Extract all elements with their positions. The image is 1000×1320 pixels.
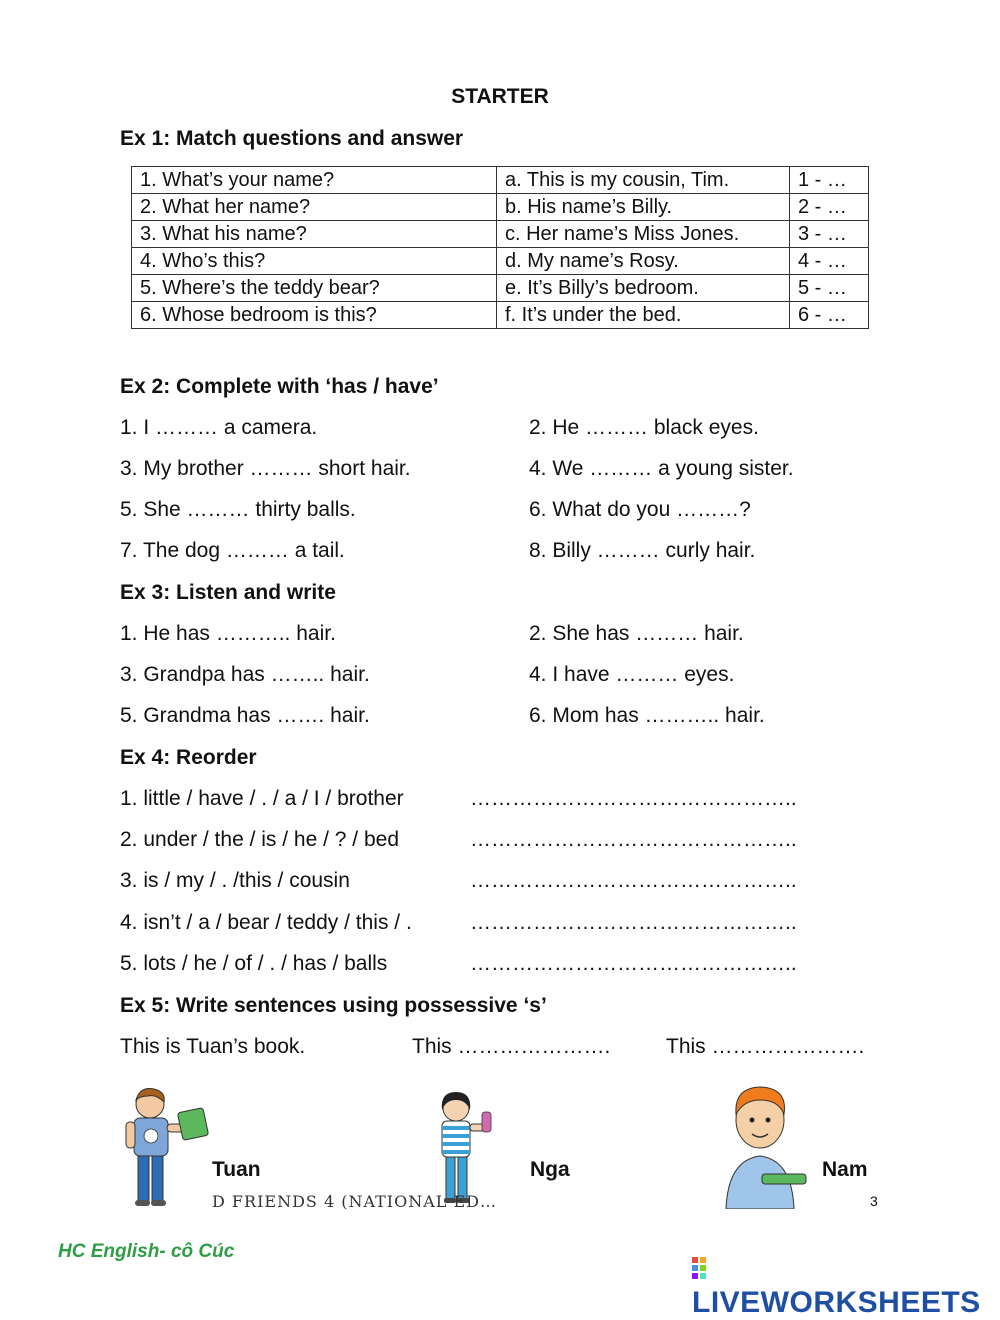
liveworksheets-text: LIVEWORKSHEETS: [692, 1286, 981, 1319]
table-row: [132, 167, 869, 194]
table-row: [132, 221, 869, 248]
ex3-heading: Ex 3: Listen and write: [120, 581, 336, 604]
ex1-heading: Ex 1: Match questions and answer: [120, 127, 464, 150]
table-row: [132, 194, 869, 221]
question-cell: 1. What’s your name?: [132, 167, 497, 194]
name-label-nga: Nga: [530, 1158, 570, 1181]
ex2-item: 2. He ……… black eyes.: [529, 416, 759, 439]
key-cell[interactable]: 3 - …: [790, 221, 869, 248]
key-cell[interactable]: 6 - …: [790, 302, 869, 329]
match-table: [131, 166, 869, 329]
ex4-words: 2. under / the / is / he / ? / bed: [120, 828, 400, 851]
question-cell: 5. Where’s the teddy bear?: [132, 275, 497, 302]
ex4-blank[interactable]: ………………………………………..: [470, 952, 797, 975]
ex2-item: 1. I ……… a camera.: [120, 416, 318, 439]
question-cell: 4. Who’s this?: [132, 248, 497, 275]
ex3-item: 1. He has ……….. hair.: [120, 622, 336, 645]
ex5-blank[interactable]: This ………………….: [412, 1035, 611, 1058]
ex5-heading: Ex 5: Write sentences using possessive ‘s’: [120, 994, 547, 1017]
book-footer-text: D FRIENDS 4 (NATIONAL ED…: [212, 1192, 498, 1211]
key-cell[interactable]: 1 - …: [790, 167, 869, 194]
key-cell[interactable]: 5 - …: [790, 275, 869, 302]
answer-cell: a. This is my cousin, Tim.: [497, 167, 790, 194]
ex2-heading: Ex 2: Complete with ‘has / have’: [120, 375, 439, 398]
ex3-item: 2. She has ……… hair.: [529, 622, 744, 645]
ex2-item: 6. What do you ………?: [529, 498, 751, 521]
table-row: [132, 302, 869, 329]
ex4-blank[interactable]: ………………………………………..: [470, 869, 797, 892]
name-label-tuan: Tuan: [212, 1158, 261, 1181]
nam-illustration: [722, 1084, 812, 1209]
nga-illustration: [428, 1088, 503, 1208]
question-cell: 2. What her name?: [132, 194, 497, 221]
tuan-illustration: [118, 1084, 213, 1209]
ex3-item: 5. Grandma has ……. hair.: [120, 704, 370, 727]
page-number: 3: [870, 1193, 878, 1209]
answer-cell: c. Her name’s Miss Jones.: [497, 221, 790, 248]
ex2-item: 5. She ……… thirty balls.: [120, 498, 356, 521]
answer-cell: d. My name’s Rosy.: [497, 248, 790, 275]
answer-cell: e. It’s Billy’s bedroom.: [497, 275, 790, 302]
ex2-item: 7. The dog ……… a tail.: [120, 539, 345, 562]
ex4-words: 4. isn’t / a / bear / teddy / this / .: [120, 911, 412, 934]
liveworksheets-logo-icon: [692, 1257, 714, 1283]
table-row: [132, 248, 869, 275]
ex3-item: 6. Mom has ……….. hair.: [529, 704, 765, 727]
ex4-words: 1. little / have / . / a / I / brother: [120, 787, 404, 810]
question-cell: 3. What his name?: [132, 221, 497, 248]
ex4-blank[interactable]: ………………………………………..: [470, 787, 797, 810]
ex4-words: 3. is / my / . /this / cousin: [120, 869, 350, 892]
answer-cell: b. His name’s Billy.: [497, 194, 790, 221]
liveworksheets-brand[interactable]: [692, 1252, 1000, 1320]
key-cell[interactable]: 2 - …: [790, 194, 869, 221]
table-row: [132, 275, 869, 302]
ex2-item: 3. My brother ……… short hair.: [120, 457, 411, 480]
author-credit: HC English- cô Cúc: [58, 1241, 235, 1262]
key-cell[interactable]: 4 - …: [790, 248, 869, 275]
ex4-words: 5. lots / he / of / . / has / balls: [120, 952, 388, 975]
answer-cell: f. It’s under the bed.: [497, 302, 790, 329]
page-title: STARTER: [451, 85, 549, 108]
ex4-heading: Ex 4: Reorder: [120, 746, 257, 769]
name-label-nam: Nam: [822, 1158, 868, 1181]
ex3-item: 4. I have ……… eyes.: [529, 663, 735, 686]
ex4-blank[interactable]: ………………………………………..: [470, 911, 797, 934]
ex2-item: 8. Billy ……… curly hair.: [529, 539, 756, 562]
ex5-blank[interactable]: This ………………….: [666, 1035, 865, 1058]
ex5-example: This is Tuan’s book.: [120, 1035, 306, 1058]
ex4-blank[interactable]: ………………………………………..: [470, 828, 797, 851]
ex3-item: 3. Grandpa has …….. hair.: [120, 663, 370, 686]
question-cell: 6. Whose bedroom is this?: [132, 302, 497, 329]
ex2-item: 4. We ……… a young sister.: [529, 457, 794, 480]
